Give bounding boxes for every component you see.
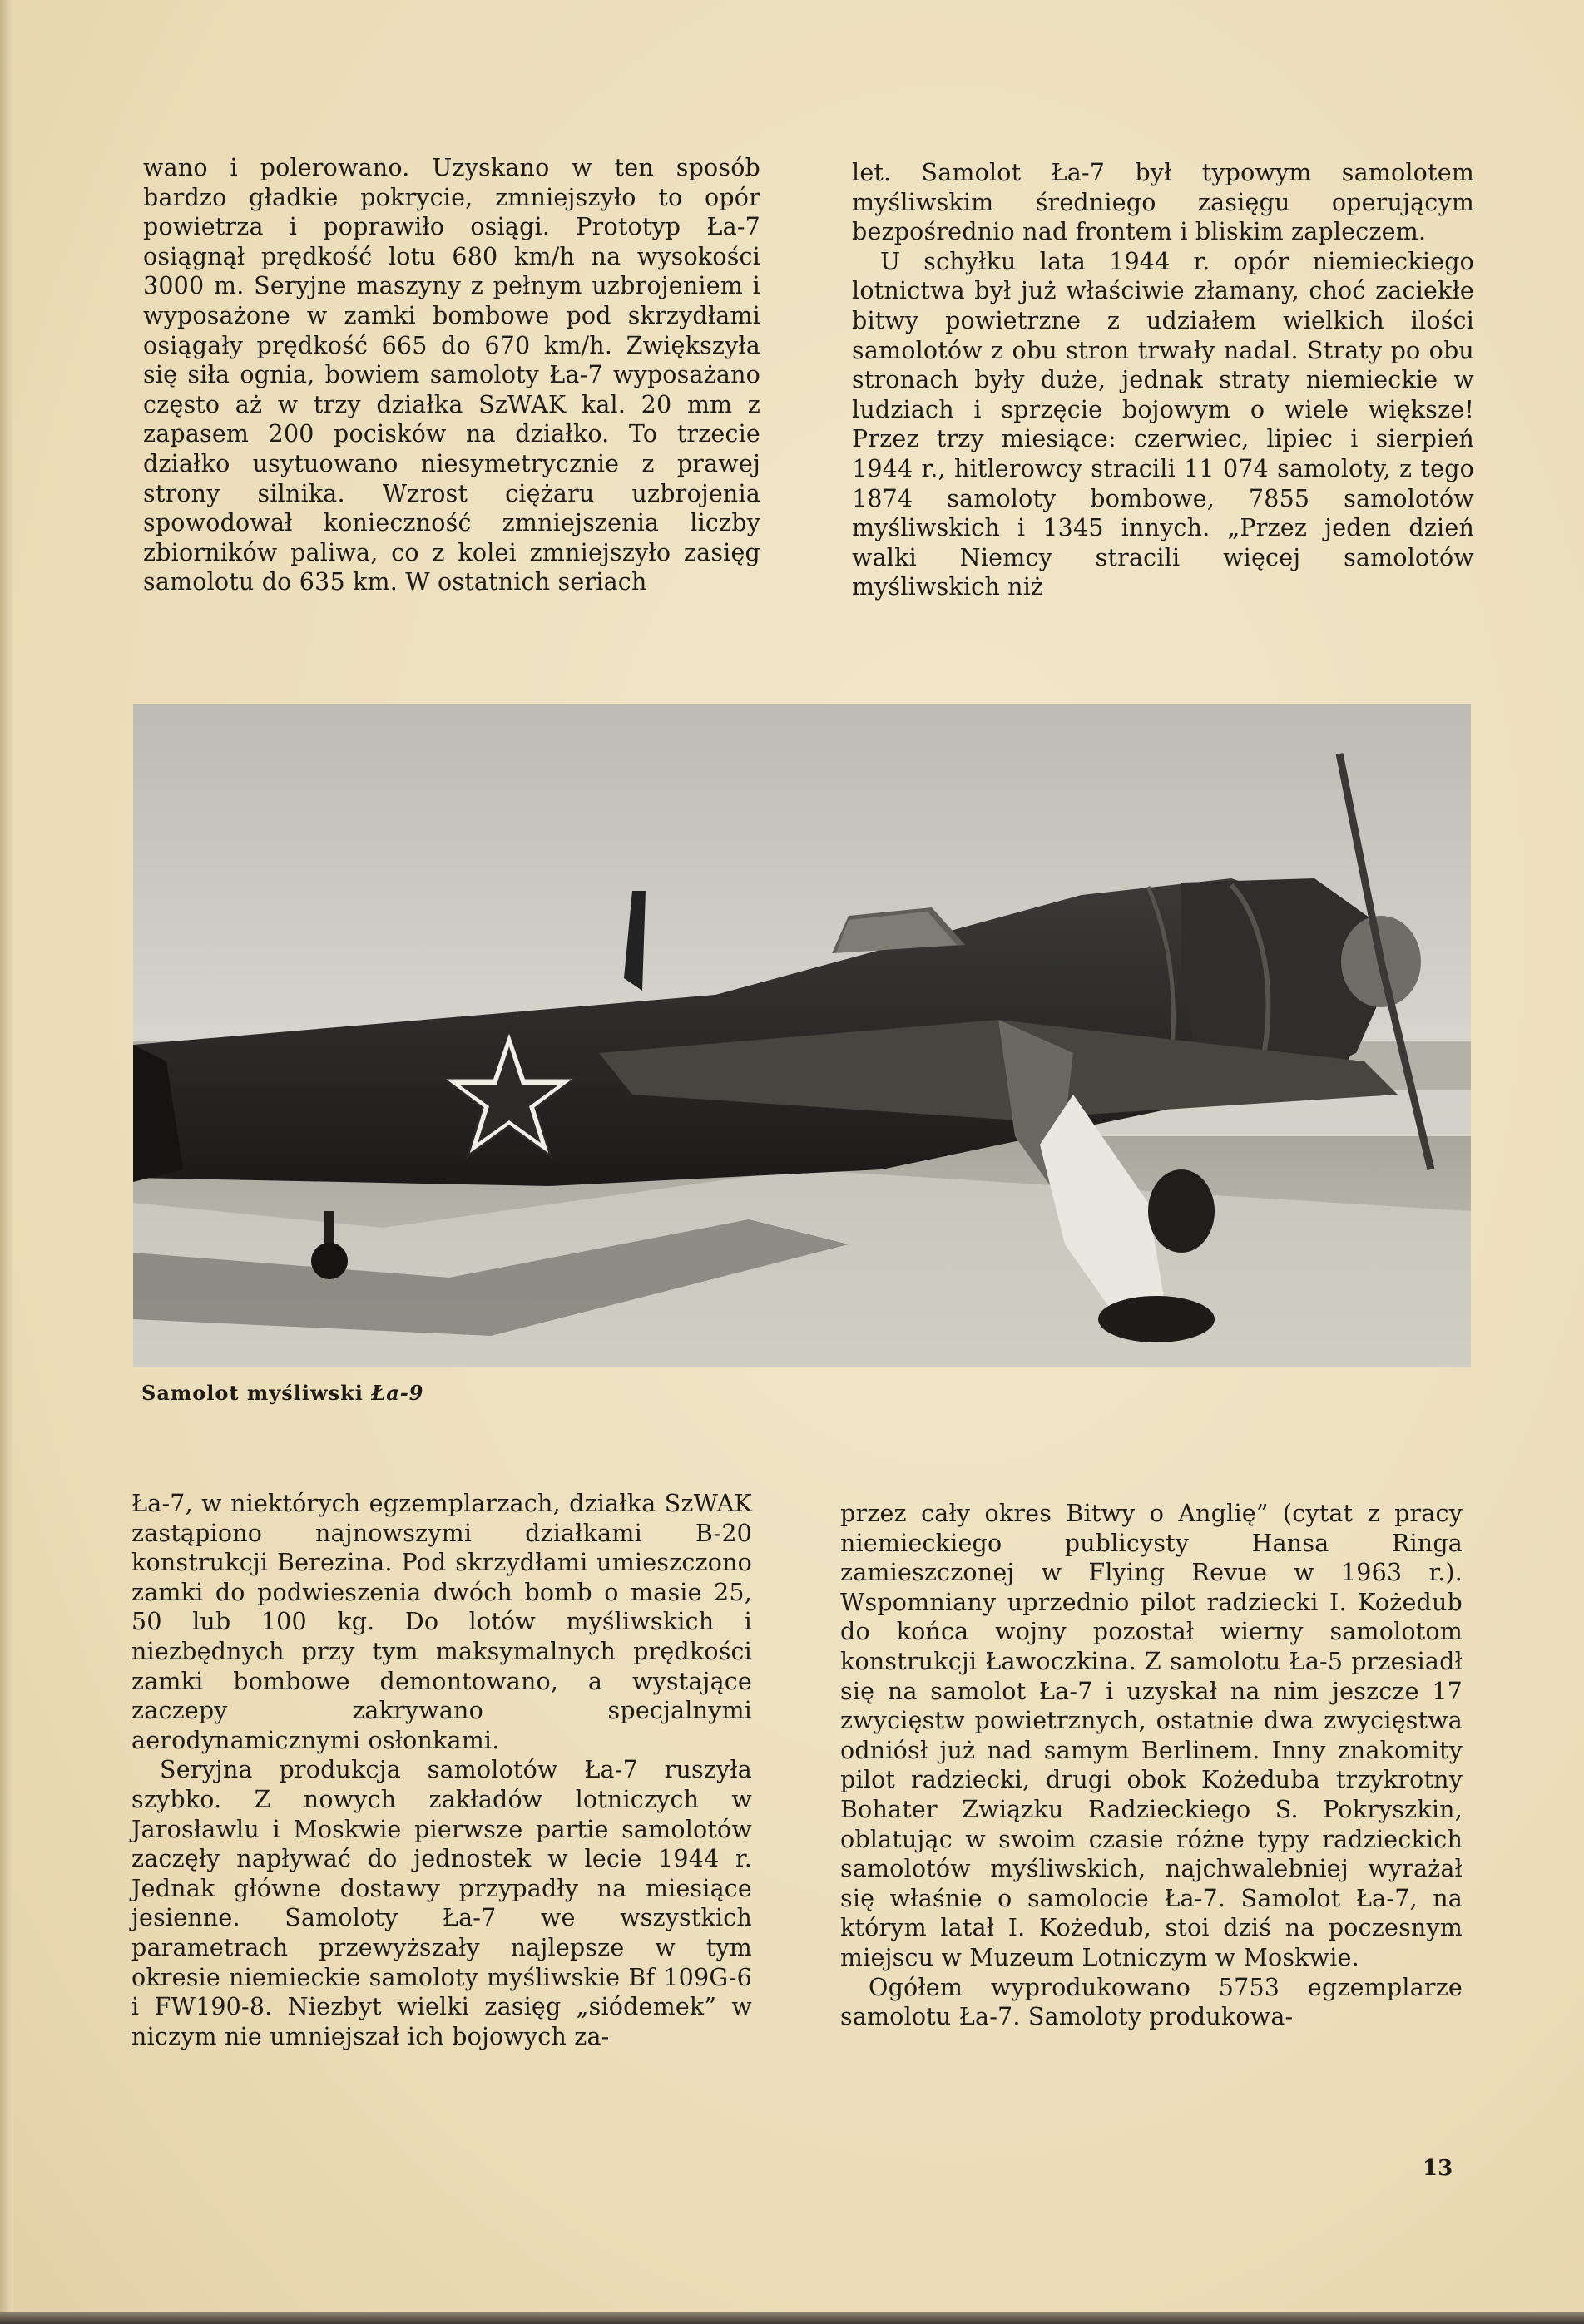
page-bottom-edge — [0, 2312, 1584, 2324]
text-column-top-left — [143, 153, 760, 597]
caption-model: Ła-9 — [371, 1381, 424, 1405]
page-binding-edge — [0, 0, 13, 2324]
paragraph: U schyłku lata 1944 r. opór niemieckiego lotnictwa był już właściwie złamany, choć zaciekłe bitwy powietrzne z udziałem wielkich ilości samolotów z obu stron trwały nadal. Straty po obu stronach były duże, jednak straty niemieckie w ludziach i sprzęcie bojowym o wiele większe! Przez trzy miesiące: czerwiec, lipiec i sierpień 1944 r., hitlerowcy stracili 11 074 samoloty, z tego 1874 samoloty bombowe, 7855 samolotów myśliwskich i 1345 innych. „Przez jeden dzień walki Niemcy stracili więcej samolotów myśliwskich niż — [852, 247, 1474, 601]
paragraph: wano i polerowano. Uzyskano w ten sposób bardzo gładkie pokrycie, zmniejszyło to opór powietrza i poprawiło osiągi. Prototyp Ła-7 osiągnął prędkość lotu 680 km/h na wysokości 3000 m. Seryjne maszyny z pełnym uzbrojeniem i wyposażone w zamki bombowe pod skrzydłami osiągały prędkość 665 do 670 km/h. Zwiększyła się siła ognia, bowiem samoloty Ła-7 wyposażano często aż w trzy działka SzWAK kal. 20 mm z zapasem 200 pocisków na działko. To trzecie działko usytuowano niesymetrycznie z prawej strony silnika. Wzrost ciężaru uzbrojenia spowodował konieczność zmniejszenia liczby zbiorników paliwa, co z kolei zmniejszyło zasięg samolotu do 635 km. W ostatnich seriach — [143, 154, 760, 596]
page-number: 13 — [1423, 2156, 1453, 2181]
aircraft-photo-illustration — [133, 704, 1471, 1367]
paragraph: Ła-7, w niektórych egzemplarzach, działka SzWAK zastąpiono najnowszymi działkami B-20 konstrukcji Berezina. Pod skrzydłami umieszczono zamki do podwieszenia dwóch bomb o masie 25, 50 lub 100 kg. Do lotów myśliwskich i niezbędnych przy tym maksymalnych prędkości zamki bombowe demontowano, a wystające zaczepy zakrywano specjalnymi aerodynamicznymi osłonkami. — [131, 1490, 752, 1754]
aircraft-photo — [133, 704, 1471, 1367]
photo-caption — [141, 1381, 423, 1405]
text-column-bottom-left — [131, 1489, 752, 2051]
text-column-bottom-right — [840, 1499, 1463, 2032]
paragraph: let. Samolot Ła-7 był typowym samolotem myśliwskim średniego zasięgu operującym bezpośrednio nad frontem i bliskim zapleczem. — [852, 159, 1474, 246]
paragraph: przez cały okres Bitwy o Anglię” (cytat z pracy niemieckiego publicysty Hansa Ringa zamieszczonej w Flying Revue w 1963 r.). Wspomniany uprzednio pilot radziecki I. Kożedub do końca wojny pozostał wierny samolotom konstrukcji Ławoczkina. Z samolotu Ła-5 przesiadł się na samolot Ła-7 i uzyskał na nim jeszcze 17 zwycięstw powietrznych, ostatnie dwa zwycięstwa odniósł już nad samym Berlinem. Inny znakomity pilot radziecki, drugi obok Kożeduba trzykrotny Bohater Związku Radzieckiego S. Pokryszkin, oblatując w swoim czasie różne typy radzieckich samolotów myśliwskich, najchwalebniej wyrażał się właśnie o samolocie Ła-7. Samolot Ła-7, na którym latał I. Kożedub, stoi dziś na poczesnym miejscu w Muzeum Lotniczym w Moskwie. — [840, 1500, 1463, 1971]
paragraph: Seryjna produkcja samolotów Ła-7 ruszyła szybko. Z nowych zakładów lotniczych w Jarosławlu i Moskwie pierwsze partie samolotów zaczęły napływać do jednostek w lecie 1944 r. Jednak główne dostawy przypadły na miesiące jesienne. Samoloty Ła-7 we wszystkich parametrach przewyższały najlepsze w tym okresie niemieckie samoloty myśliwskie Bf 109G-6 i FW190-8. Niezbyt wielki zasięg „siódemek” w niczym nie umniejszał ich bojowych za- — [131, 1756, 752, 2050]
paragraph: Ogółem wyprodukowano 5753 egzemplarze samolotu Ła-7. Samoloty produkowa- — [840, 1973, 1463, 2031]
caption-label: Samolot myśliwski — [141, 1381, 364, 1405]
text-column-top-right — [852, 158, 1474, 602]
